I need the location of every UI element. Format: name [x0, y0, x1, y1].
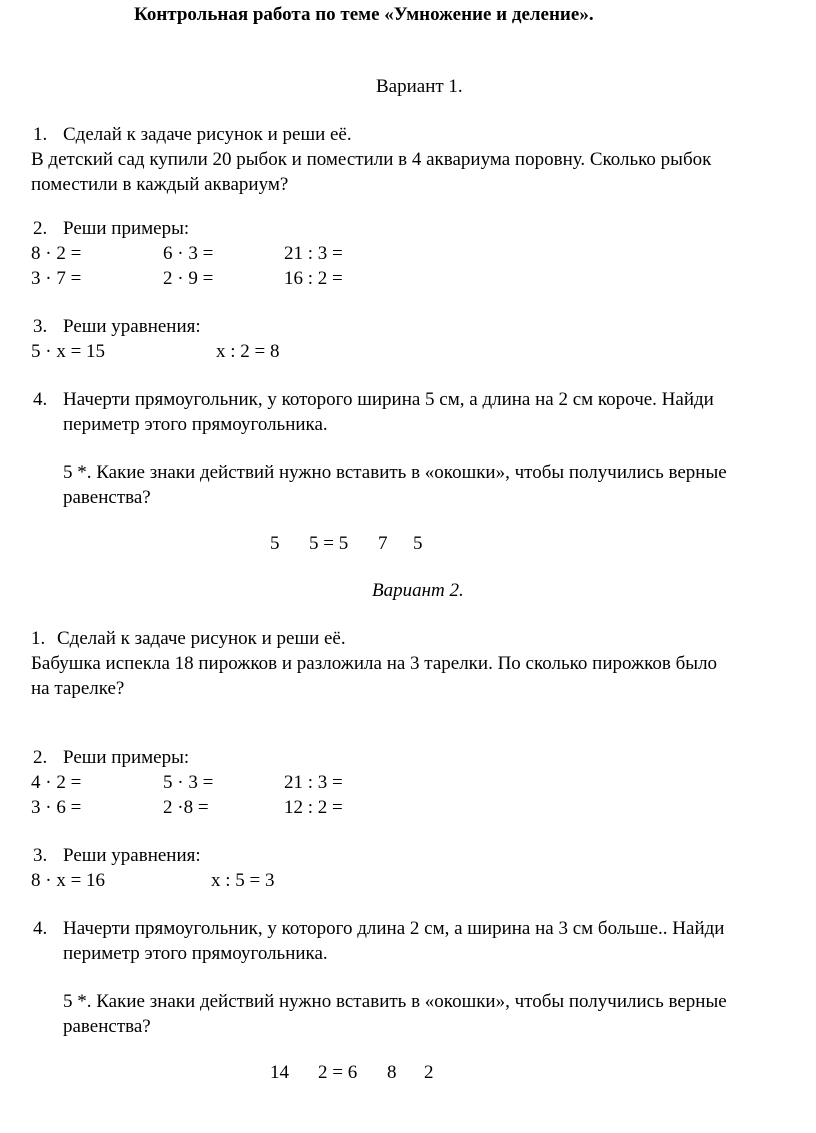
v1-task5-line2: равенства? — [63, 487, 151, 508]
v2-task5-expr-part: 8 — [387, 1062, 397, 1083]
v1-task4-line2: периметр этого прямоугольника. — [63, 414, 328, 435]
v2-task3-instruction-text: Реши уравнения: — [63, 845, 201, 866]
v2-task1-number: 1. — [31, 628, 46, 649]
v2-task1-text-line1: Бабушка испекла 18 пирожков и разложила на 3 тарелки. По сколько пирожков было — [31, 653, 718, 674]
v2-task2-number: 2. — [33, 747, 48, 768]
v1-example: 21 : 3 = — [284, 243, 343, 264]
v2-task1-text-line2: на тарелке? — [31, 678, 125, 699]
v2-task4-line1 — [33, 919, 724, 938]
v2-task1-instruction-text: Сделай к задаче рисунок и реши её. — [57, 628, 346, 649]
v2-task3-instruction — [33, 846, 201, 865]
v1-task4-text: Начерти прямоугольник, у которого ширина 5 см, а длина на 2 см короче. Найди — [63, 389, 714, 410]
v2-task5-expr-part: 14 — [270, 1062, 289, 1083]
v1-task2-instruction-text: Реши примеры: — [63, 218, 190, 239]
v2-example: 21 : 3 = — [284, 772, 343, 793]
v1-example: 16 : 2 = — [284, 268, 343, 289]
variant1-heading: Вариант 1. — [376, 76, 463, 97]
v2-task4-text: Начерти прямоугольник, у которого длина 2 см, а ширина на 3 см больше.. Найди — [63, 918, 725, 939]
document-title: Контрольная работа по теме «Умножение и деление». — [134, 4, 594, 25]
v1-example: 3 · 7 = — [31, 268, 82, 289]
v2-equation-2: x : 5 = 3 — [211, 870, 275, 891]
v2-task2-instruction-text: Реши примеры: — [63, 747, 190, 768]
v1-task4-line1 — [33, 390, 714, 409]
variant2-heading: Вариант 2. — [372, 580, 464, 601]
v1-example: 6 · 3 = — [163, 243, 214, 264]
v2-task3-number: 3. — [33, 845, 48, 866]
v1-task3-instruction-text: Реши уравнения: — [63, 316, 201, 337]
v1-example: 8 · 2 = — [31, 243, 82, 264]
v1-task1-text-line2: поместили в каждый аквариум? — [31, 174, 289, 195]
v2-example: 12 : 2 = — [284, 797, 343, 818]
v2-example: 3 · 6 = — [31, 797, 82, 818]
v1-equation-2: x : 2 = 8 — [216, 341, 280, 362]
v2-task1-instruction — [31, 629, 346, 648]
v1-task5-line1: 5 *. Какие знаки действий нужно вставить в «окошки», чтобы получились верные — [63, 462, 727, 483]
v2-task2-instruction — [33, 748, 189, 767]
v2-equation-1: 8 · x = 16 — [31, 870, 106, 891]
v1-task2-instruction — [33, 219, 189, 238]
v2-task4-number: 4. — [33, 918, 48, 939]
v1-task1-number: 1. — [33, 124, 48, 145]
v2-example: 4 · 2 = — [31, 772, 82, 793]
v1-task5-expr-part: 7 — [378, 533, 388, 554]
v1-task1-instruction-text: Сделай к задаче рисунок и реши её. — [63, 124, 352, 145]
v1-task5-expr-part: 5 — [270, 533, 280, 554]
v2-task4-line2: периметр этого прямоугольника. — [63, 943, 328, 964]
v2-task5-line1: 5 *. Какие знаки действий нужно вставить в «окошки», чтобы получились верные — [63, 991, 727, 1012]
v1-task5-expr-part: 5 = 5 — [309, 533, 349, 554]
v1-example: 2 · 9 = — [163, 268, 214, 289]
v1-task3-instruction — [33, 317, 201, 336]
v1-task4-number: 4. — [33, 389, 48, 410]
v1-task1-instruction — [33, 125, 352, 144]
v2-task5-line2: равенства? — [63, 1016, 151, 1037]
v2-example: 2 ·8 = — [163, 797, 209, 818]
v1-task5-expr-part: 5 — [413, 533, 423, 554]
v1-task2-number: 2. — [33, 218, 48, 239]
v1-task3-number: 3. — [33, 316, 48, 337]
v2-example: 5 · 3 = — [163, 772, 214, 793]
v2-task5-expr-part: 2 — [424, 1062, 434, 1083]
v2-task5-expr-part: 2 = 6 — [318, 1062, 358, 1083]
v1-equation-1: 5 · x = 15 — [31, 341, 106, 362]
v1-task1-text-line1: В детский сад купили 20 рыбок и поместили в 4 аквариума поровну. Сколько рыбок — [31, 149, 712, 170]
